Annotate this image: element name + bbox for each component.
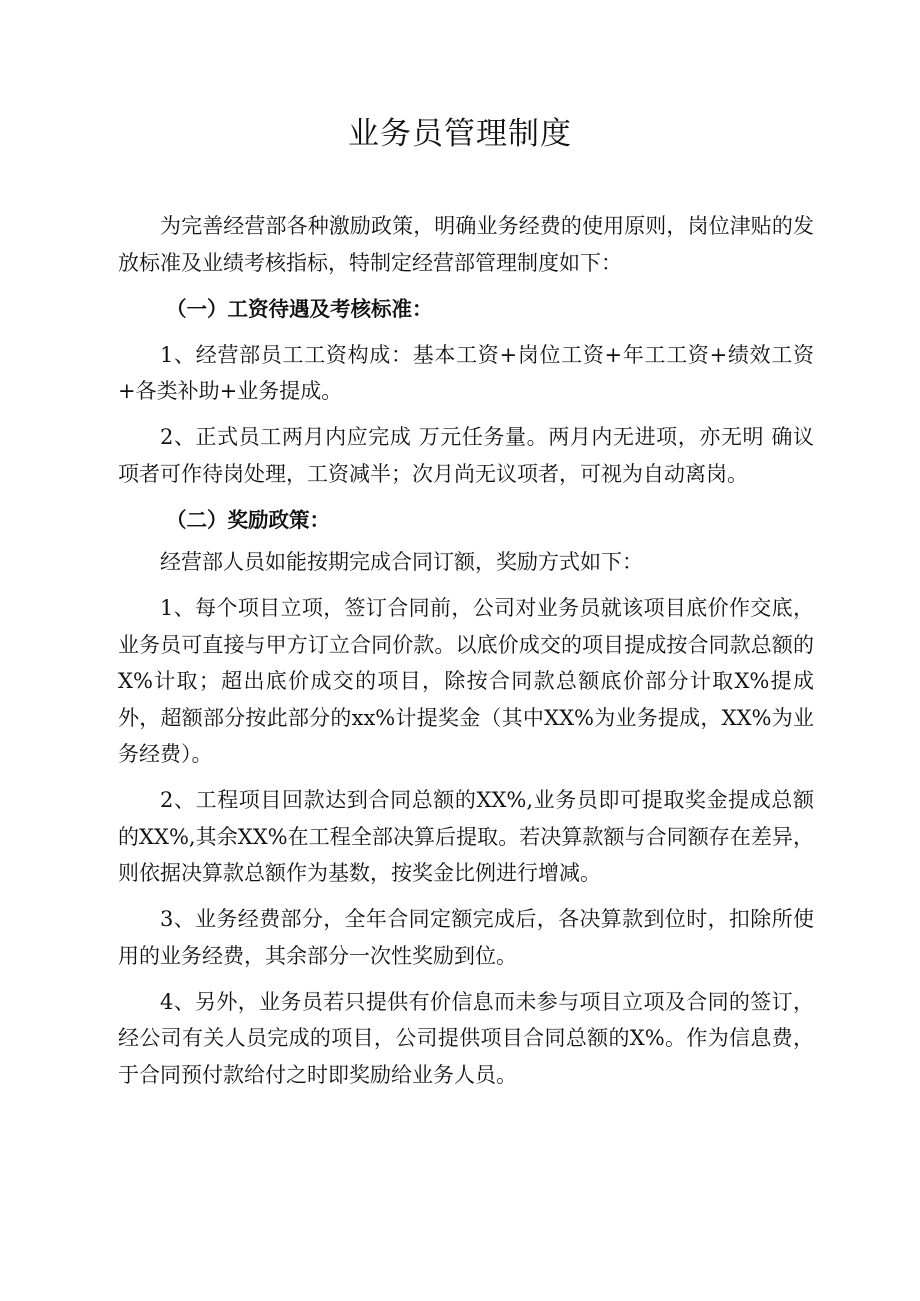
document-title: 业务员管理制度	[348, 116, 572, 152]
salary-item-2: 2、正式员工两月内应完成 万元任务量。两月内无进项，亦无明 确议项者可作待岗处理，工资减半；次月尚无议项者，可视为自动离岗。	[118, 425, 814, 486]
section-heading-salary: （一）工资待遇及考核标准：	[166, 296, 433, 321]
reward-item-1: 1、每个项目立项，签订合同前，公司对业务员就该项目底价作交底，业务员可直接与甲方订立合同价款。以底价成交的项目提成按合同款总额的X%计取；超出底价成交的项目，除按合同款总额底价部分计取X%提成外，超额部分按此部分的xx%计提奖金（其中XX%为业务提成，XX%为业务经费）。	[118, 596, 814, 766]
salary-item-1: 1、经营部员工工资构成：基本工资+岗位工资+年工工资+绩效工资+各类补助+业务提成。	[118, 342, 814, 403]
section-heading-reward: （二）奖励政策：	[166, 507, 330, 532]
reward-item-4: 4、另外，业务员若只提供有价信息而未参与项目立项及合同的签订，经公司有关人员完成的项目，公司提供项目合同总额的X%。作为信息费，于合同预付款给付之时即奖励给业务人员。	[118, 989, 814, 1087]
intro-paragraph: 为完善经营部各种激励政策，明确业务经费的使用原则，岗位津贴的发放标准及业绩考核指标，特制定经营部管理制度如下：	[118, 214, 814, 275]
document-body	[118, 208, 814, 1093]
reward-item-3: 3、业务经费部分，全年合同定额完成后，各决算款到位时，扣除所使用的业务经费，其余部分一次性奖励到位。	[118, 907, 814, 968]
reward-item-2: 2、工程项目回款达到合同总额的XX%,业务员即可提取奖金提成总额的XX%,其余XX%在工程全部决算后提取。若决算款额与合同额存在差异，则依据决算款总额作为基数，按奖金比例进行增减。	[118, 788, 814, 885]
reward-intro: 经营部人员如能按期完成合同订额，奖励方式如下：	[160, 550, 643, 574]
